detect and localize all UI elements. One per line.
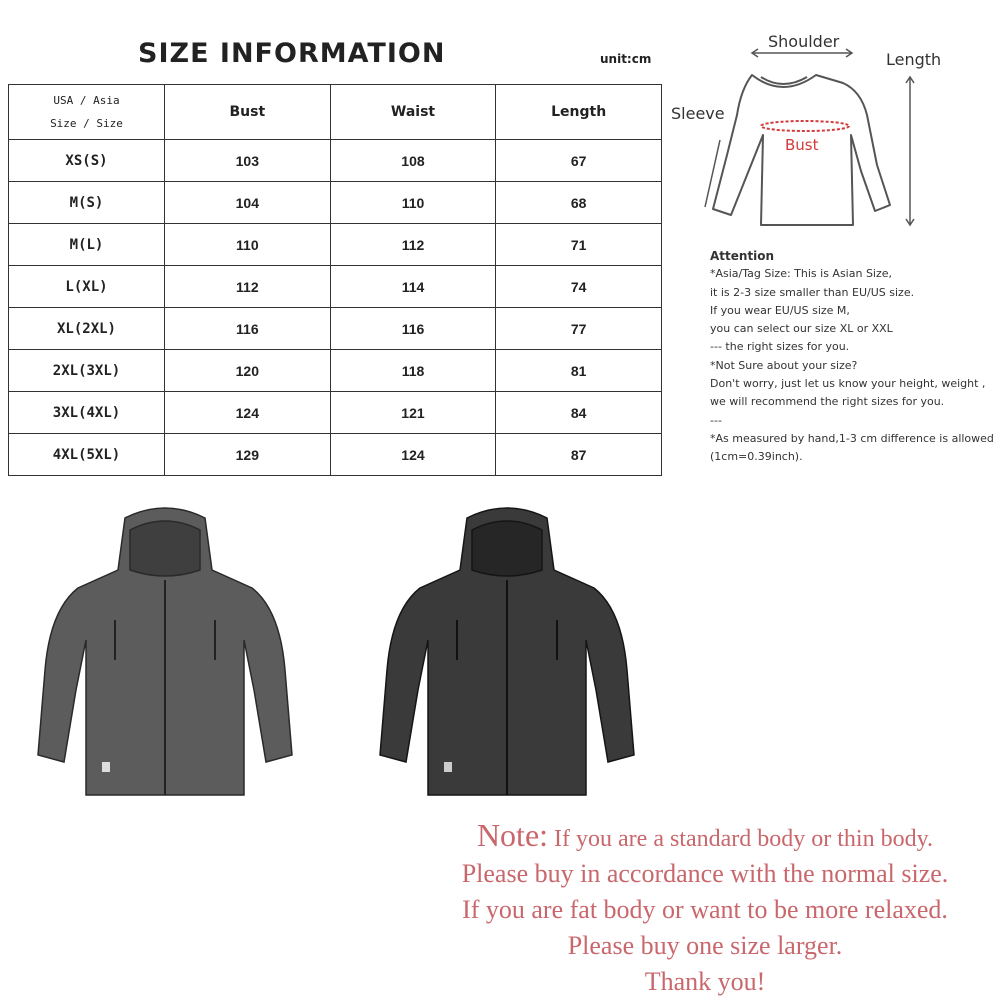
table-row <box>9 308 662 350</box>
waist-cell: 124 <box>330 434 496 476</box>
size-cell: XS(S) <box>9 140 165 182</box>
size-cell: 2XL(3XL) <box>9 350 165 392</box>
attention-line: *Not Sure about your size? <box>710 358 858 372</box>
grey-jacket-image <box>30 500 300 815</box>
bust-label: Bust <box>785 136 819 154</box>
header-size-line1: USA / Asia <box>53 94 120 107</box>
table-row <box>9 182 662 224</box>
length-cell: 84 <box>496 392 662 434</box>
bust-cell: 129 <box>165 434 331 476</box>
note-line4: Please buy one size larger. <box>567 931 843 960</box>
attention-line: (1cm=0.39inch). <box>710 450 803 464</box>
size-cell: L(XL) <box>9 266 165 308</box>
header-size-cell <box>9 85 165 140</box>
length-cell: 67 <box>496 140 662 182</box>
bust-cell: 104 <box>165 182 331 224</box>
waist-cell: 114 <box>330 266 496 308</box>
attention-line: *As measured by hand,1-3 cm difference is allowed <box>710 431 994 445</box>
attention-line: you can select our size XL or XXL <box>710 322 893 336</box>
note-line3: If you are fat body or want to be more relaxed. <box>462 895 948 924</box>
length-cell: 74 <box>496 266 662 308</box>
length-cell: 87 <box>496 434 662 476</box>
table-header-row <box>9 85 662 140</box>
attention-line: If you wear EU/US size M, <box>710 303 850 317</box>
size-cell: 4XL(5XL) <box>9 434 165 476</box>
length-cell: 71 <box>496 224 662 266</box>
length-cell: 68 <box>496 182 662 224</box>
table-row <box>9 266 662 308</box>
size-cell: XL(2XL) <box>9 308 165 350</box>
sleeve-label: Sleeve <box>671 104 725 123</box>
attention-title: Attention <box>710 249 775 263</box>
note-label: Note: <box>476 817 549 853</box>
attention-line: Don't worry, just let us know your height, weight , <box>710 377 986 391</box>
length-label: Length <box>886 50 942 69</box>
waist-cell: 112 <box>330 224 496 266</box>
waist-cell: 116 <box>330 308 496 350</box>
table-row <box>9 392 662 434</box>
attention-line: we will recommend the right sizes for you. <box>710 395 945 409</box>
attention-line: it is 2-3 size smaller than EU/US size. <box>710 285 915 299</box>
size-cell: M(L) <box>9 224 165 266</box>
waist-cell: 108 <box>330 140 496 182</box>
unit-label: unit:cm <box>600 52 652 66</box>
note-line5: Thank you! <box>644 967 766 996</box>
waist-cell: 118 <box>330 350 496 392</box>
waist-cell: 121 <box>330 392 496 434</box>
length-cell: 81 <box>496 350 662 392</box>
size-cell: M(S) <box>9 182 165 224</box>
shoulder-label: Shoulder <box>768 32 840 51</box>
size-note <box>410 818 1000 1000</box>
size-cell: 3XL(4XL) <box>9 392 165 434</box>
table-row <box>9 434 662 476</box>
bust-cell: 112 <box>165 266 331 308</box>
header-bust: Bust <box>165 85 331 140</box>
sleeve-arrow-icon <box>705 140 720 207</box>
header-waist: Waist <box>330 85 496 140</box>
bust-cell: 116 <box>165 308 331 350</box>
note-line1: If you are a standard body or thin body. <box>548 826 934 852</box>
header-length: Length <box>496 85 662 140</box>
black-jacket-image <box>372 500 642 815</box>
length-cell: 77 <box>496 308 662 350</box>
waist-cell: 110 <box>330 182 496 224</box>
bust-cell: 120 <box>165 350 331 392</box>
attention-line: --- <box>710 413 722 427</box>
bust-line-icon <box>761 121 849 131</box>
page-title: SIZE INFORMATION <box>138 38 446 69</box>
attention-notes <box>710 247 998 467</box>
bust-cell: 110 <box>165 224 331 266</box>
attention-line: --- the right sizes for you. <box>710 340 850 354</box>
table-row <box>9 350 662 392</box>
bust-cell: 124 <box>165 392 331 434</box>
header-size-line2: Size / Size <box>50 117 123 130</box>
size-table <box>8 84 662 476</box>
table-row <box>9 224 662 266</box>
table-row <box>9 140 662 182</box>
bust-cell: 103 <box>165 140 331 182</box>
note-line2: Please buy in accordance with the normal size. <box>461 859 949 888</box>
attention-line: *Asia/Tag Size: This is Asian Size, <box>710 267 893 281</box>
